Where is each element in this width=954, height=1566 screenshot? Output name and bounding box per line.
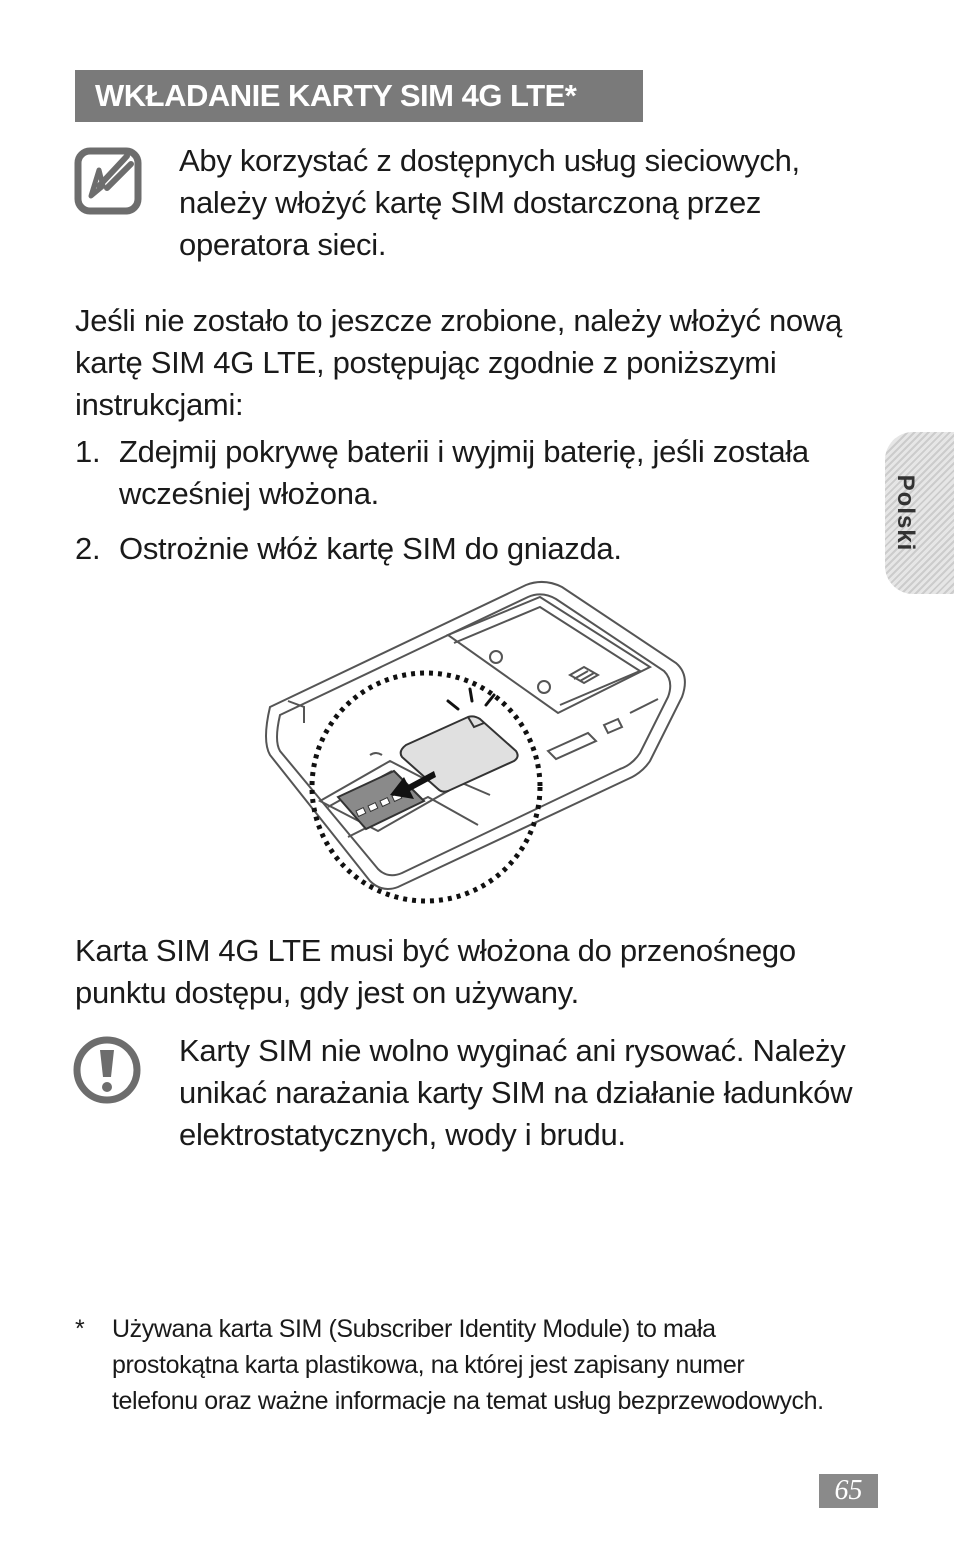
note-text: Aby korzystać z dostępnych usług sieciowych, należy włożyć kartę SIM dostarczoną przez operatora sieci. bbox=[179, 143, 800, 262]
sim-insertion-illustration bbox=[258, 575, 698, 905]
step-item bbox=[75, 528, 875, 570]
warning-exclamation-icon bbox=[72, 1035, 142, 1105]
step-number: 1. bbox=[75, 434, 101, 469]
footnote-text: Używana karta SIM (Subscriber Identity Module) to mała prostokątna karta plastikowa, na której jest zapisany numer telefonu oraz ważne informacje na temat usług bezprzewodowych. bbox=[112, 1315, 824, 1415]
intro-paragraph: Jeśli nie zostało to jeszcze zrobione, należy włożyć nową kartę SIM 4G LTE, postępując zgodnie z poniższymi instrukcjami: bbox=[75, 303, 842, 422]
language-tab-label: Polski bbox=[892, 474, 919, 552]
footnote bbox=[75, 1311, 835, 1419]
footnote-mark: * bbox=[75, 1315, 85, 1343]
usage-paragraph: Karta SIM 4G LTE musi być włożona do przenośnego punktu dostępu, gdy jest on używany. bbox=[75, 933, 796, 1010]
step-number: 2. bbox=[75, 531, 101, 566]
section-title: WKŁADANIE KARTY SIM 4G LTE* bbox=[75, 70, 643, 122]
note-pencil-icon bbox=[73, 146, 143, 216]
steps-list bbox=[75, 431, 875, 570]
warning-text: Karty SIM nie wolno wyginać ani rysować. Należy unikać narażania karty SIM na działanie ładunków elektrostatycznych, wody i brudu. bbox=[179, 1033, 853, 1152]
step-text: Zdejmij pokrywę baterii i wyjmij baterię, jeśli została wcześniej włożona. bbox=[119, 434, 809, 511]
step-text: Ostrożnie włóż kartę SIM do gniazda. bbox=[119, 531, 622, 566]
language-tab bbox=[885, 432, 954, 594]
step-item bbox=[75, 431, 875, 515]
page-number: 65 bbox=[819, 1474, 878, 1508]
